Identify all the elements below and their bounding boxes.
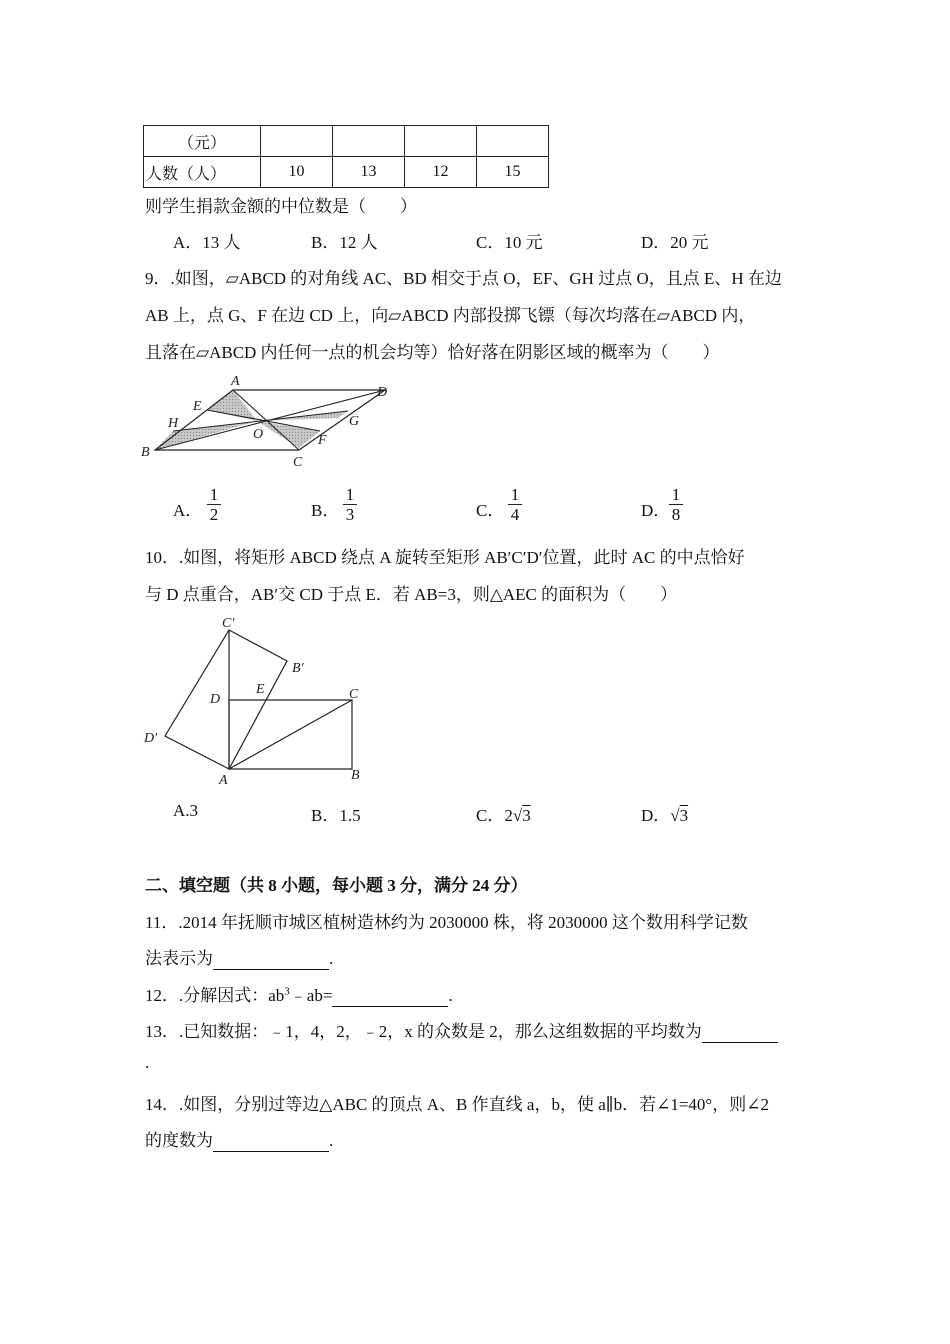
table-row (144, 126, 549, 157)
q10-option-d[interactable] (641, 801, 688, 826)
q9-option-a[interactable]: A． (173, 501, 203, 520)
q9-option-b[interactable]: B． (311, 501, 340, 520)
label-b: B (141, 445, 150, 460)
answer-blank[interactable] (213, 949, 329, 970)
q9-option-b-fraction (343, 485, 357, 524)
q13-text: 13．.已知数据：﹣1，4，2，﹣2，x 的众数是 2，那么这组数据的平均数为 (145, 1022, 702, 1041)
donation-table (143, 125, 549, 188)
q9-line3: 且落在▱ABCD 内任何一点的机会均等）恰好落在阴影区域的概率为（ ） (145, 343, 720, 362)
q8-option-a[interactable]: A．13 人 (173, 233, 241, 252)
option-text: D． (641, 806, 671, 825)
q9-option-c[interactable]: C． (476, 501, 505, 520)
table-cell (405, 126, 477, 157)
label-b: B (351, 768, 360, 783)
q11-line1: 11．.2014 年抚顺市城区植树造林约为 2030000 株，将 2030000 这个数用科学记数 (145, 913, 748, 932)
table-cell (333, 126, 405, 157)
table-cell: 人数（人） (144, 157, 261, 188)
q9-option-d-fraction (669, 485, 683, 524)
table-cell: 10 (261, 157, 333, 188)
label-f: F (318, 433, 327, 448)
q8-option-d[interactable]: D．20 元 (641, 233, 709, 252)
period: . (448, 986, 453, 1005)
table-cell (477, 126, 549, 157)
label-o: O (253, 427, 264, 442)
q9-parallelogram-figure (135, 368, 405, 470)
q13-line2: . (145, 1053, 150, 1072)
q9-option-c-fraction (508, 485, 522, 524)
q10-option-c[interactable] (476, 801, 531, 826)
label-e: E (256, 682, 265, 697)
fraction-denominator: 3 (345, 505, 355, 524)
answer-blank[interactable] (213, 1131, 329, 1152)
q10-line2: 与 D 点重合，AB′交 CD 于点 E．若 AB=3，则△AEC 的面积为（ ） (145, 585, 678, 604)
label-d-prime: D′ (144, 731, 158, 746)
fraction-denominator: 8 (671, 505, 681, 524)
option-text: C．2 (476, 806, 513, 825)
table-cell: （元） (144, 126, 261, 157)
period: . (329, 1131, 334, 1150)
q9-line1: 9．.如图，▱ABCD 的对角线 AC、BD 相交于点 O，EF、GH 过点 O，且点 E、H 在边 (145, 269, 782, 288)
label-h: H (168, 416, 179, 431)
radicand: 3 (679, 806, 689, 825)
table-cell (261, 126, 333, 157)
q8-stem: 则学生捐款金额的中位数是（ ） (145, 197, 417, 216)
label-c-prime: C′ (222, 616, 235, 631)
q13-line1 (145, 1017, 778, 1043)
answer-blank[interactable] (332, 986, 448, 1007)
q10-rectangle-figure (140, 612, 380, 790)
fraction-denominator: 2 (209, 505, 219, 524)
q11-text: 法表示为 (145, 949, 213, 968)
fraction-numerator: 1 (207, 485, 221, 505)
fraction-numerator: 1 (508, 485, 522, 505)
table-cell: 13 (333, 157, 405, 188)
label-a: A (219, 773, 228, 788)
q10-option-b[interactable]: B．1.5 (311, 806, 361, 825)
table-cell: 12 (405, 157, 477, 188)
table-cell: 15 (477, 157, 549, 188)
section-heading: 二、填空题（共 8 小题，每小题 3 分，满分 24 分） (145, 876, 528, 895)
fraction-numerator: 1 (343, 485, 357, 505)
fraction-numerator: 1 (669, 485, 683, 505)
label-c: C (349, 687, 359, 702)
q12-text-post: ﹣ab= (289, 986, 333, 1005)
q12-text: 12．.分解因式：ab (145, 986, 285, 1005)
q12-line (145, 981, 453, 1007)
q10-option-a[interactable]: A.3 (173, 801, 199, 820)
q10-line1: 10．.如图，将矩形 ABCD 绕点 A 旋转至矩形 AB′C′D′位置，此时 AC 的中点恰好 (145, 548, 745, 567)
q8-option-b[interactable]: B．12 人 (311, 233, 378, 252)
label-a: A (231, 374, 240, 389)
answer-blank[interactable] (702, 1022, 778, 1043)
q14-text: 的度数为 (145, 1131, 213, 1150)
label-d: D (377, 385, 388, 400)
q8-option-c[interactable]: C．10 元 (476, 233, 543, 252)
label-d: D (210, 692, 221, 707)
period: . (329, 949, 334, 968)
q9-option-a-fraction (207, 485, 221, 524)
q9-line2: AB 上，点 G、F 在边 CD 上，向▱ABCD 内部投掷飞镖（每次均落在▱ABCD 内， (145, 306, 756, 325)
exponent: 3 (284, 985, 290, 998)
q14-line1: 14．.如图，分别过等边△ABC 的顶点 A、B 作直线 a，b，使 a∥b．若∠1=40°，则∠2 (145, 1095, 769, 1114)
radicand: 3 (522, 806, 531, 825)
label-e: E (193, 399, 202, 414)
sqrt-icon: √ (512, 806, 523, 825)
label-b-prime: B′ (292, 661, 304, 676)
table-row (144, 157, 549, 188)
label-g: G (349, 414, 360, 429)
q11-line2 (145, 944, 333, 970)
fraction-denominator: 4 (510, 505, 520, 524)
q9-option-d[interactable]: D． (641, 501, 671, 520)
q14-line2 (145, 1126, 333, 1152)
label-c: C (293, 455, 303, 470)
sqrt-icon: √ (670, 806, 680, 825)
